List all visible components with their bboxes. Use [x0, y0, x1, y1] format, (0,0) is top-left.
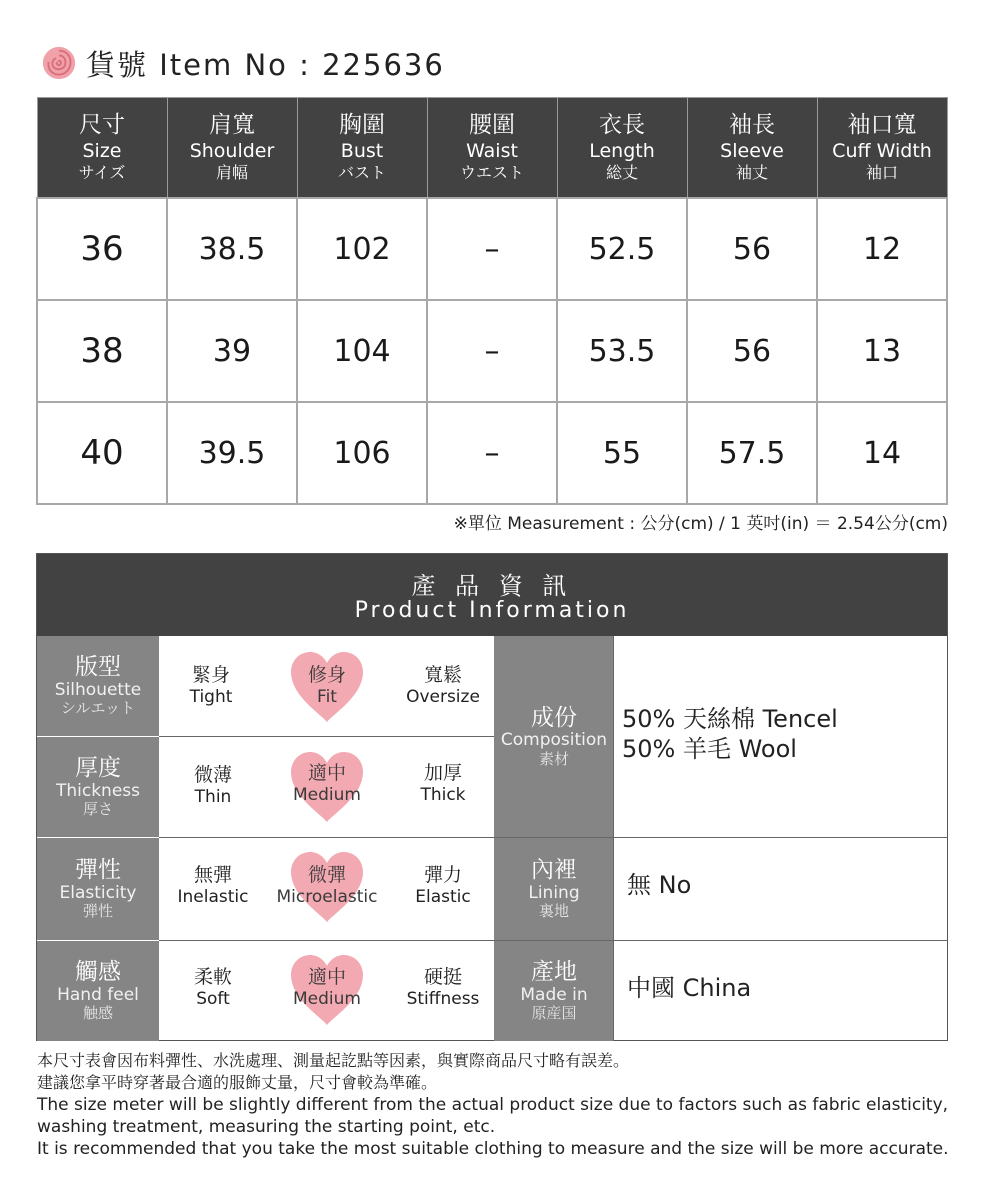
product-info-title-zh: 產 品 資 訊	[411, 572, 573, 600]
option-oversize: 寬鬆 Oversize	[406, 664, 480, 707]
option-thin: 微薄 Thin	[193, 764, 232, 807]
divider	[159, 837, 948, 838]
divider	[159, 736, 494, 737]
col-header-bust: 胸圍 Bust バスト	[297, 98, 427, 199]
col-header-cuff-width: 袖口寬 Cuff Width 袖口	[817, 98, 947, 199]
col-header-sleeve: 袖長 Sleeve 袖丈	[687, 98, 817, 199]
waist-cell: –	[427, 198, 557, 300]
option-microelastic: 微彈 Microelastic	[276, 864, 378, 907]
divider	[159, 940, 948, 941]
item-number-title: 貨號 Item No : 225636	[86, 47, 445, 82]
length-cell: 53.5	[557, 300, 687, 402]
rose-icon	[40, 44, 78, 82]
disclaimer-line: The size meter will be slightly different from the actual product size due to factors such as fabric elasticity,	[37, 1095, 949, 1115]
product-info-title-en: Product Information	[354, 598, 630, 623]
composition-value: 50% 天絲棉 Tencel 50% 羊毛 Wool	[622, 705, 838, 763]
option-medium: 適中 Medium	[293, 762, 361, 805]
cuff-width-cell: 14	[817, 402, 947, 504]
product-info-header	[37, 554, 947, 636]
bust-cell: 102	[297, 198, 427, 300]
option-elastic: 彈力 Elastic	[415, 864, 471, 907]
composition-label: 成份 Composition 素材	[494, 636, 614, 837]
shoulder-cell: 39	[167, 300, 297, 402]
waist-cell: –	[427, 300, 557, 402]
size-cell: 40	[37, 402, 167, 504]
size-table-header-row	[37, 98, 947, 199]
option-thick: 加厚 Thick	[420, 762, 466, 805]
product-info-panel	[36, 553, 948, 1041]
shoulder-cell: 39.5	[167, 402, 297, 504]
sleeve-cell: 56	[687, 300, 817, 402]
col-header-shoulder: 肩寬 Shoulder 肩幅	[167, 98, 297, 199]
sleeve-cell: 56	[687, 198, 817, 300]
disclaimer-line: 建議您拿平時穿著最合適的服飾丈量，尺寸會較為準確。	[37, 1073, 438, 1092]
table-row	[37, 300, 947, 402]
option-tight: 緊身 Tight	[189, 664, 233, 707]
bust-cell: 104	[297, 300, 427, 402]
sleeve-cell: 57.5	[687, 402, 817, 504]
cuff-width-cell: 13	[817, 300, 947, 402]
disclaimer-line: washing treatment, measuring the starting point, etc.	[37, 1117, 496, 1137]
disclaimer	[37, 1050, 957, 1160]
unit-note: ※單位 Measurement : 公分(cm) / 1 英吋(in) ＝ 2.54公分(cm)	[453, 514, 948, 534]
waist-cell: –	[427, 402, 557, 504]
col-header-size: 尺寸 Size サイズ	[37, 98, 167, 199]
option-fit: 修身 Fit	[307, 664, 346, 707]
bust-cell: 106	[297, 402, 427, 504]
origin-label: 產地 Made in 原産国	[494, 941, 614, 1041]
lining-value: 無 No	[627, 871, 692, 899]
elasticity-label: 彈性 Elasticity 弾性	[37, 838, 159, 940]
divider	[613, 636, 614, 1041]
size-table	[36, 97, 948, 505]
length-cell: 55	[557, 402, 687, 504]
col-header-waist: 腰圍 Waist ウエスト	[427, 98, 557, 199]
lining-label: 內裡 Lining 裏地	[494, 838, 614, 940]
size-cell: 36	[37, 198, 167, 300]
option-medium: 適中 Medium	[293, 966, 361, 1009]
item-header	[40, 38, 445, 88]
option-soft: 柔軟 Soft	[193, 966, 232, 1009]
origin-value: 中國 China	[627, 974, 752, 1002]
option-stiffness: 硬挺 Stiffness	[406, 966, 480, 1009]
cuff-width-cell: 12	[817, 198, 947, 300]
option-inelastic: 無彈 Inelastic	[177, 864, 249, 907]
table-row	[37, 402, 947, 504]
hand-feel-label: 觸感 Hand feel 触感	[37, 941, 159, 1041]
disclaimer-line: It is recommended that you take the most suitable clothing to measure and the size will be more accurate.	[37, 1139, 949, 1159]
shoulder-cell: 38.5	[167, 198, 297, 300]
table-row	[37, 198, 947, 300]
col-header-length: 衣長 Length 総丈	[557, 98, 687, 199]
size-cell: 38	[37, 300, 167, 402]
disclaimer-line: 本尺寸表會因布料彈性、水洗處理、測量起訖點等因素，與實際商品尺寸略有誤差。	[37, 1051, 630, 1070]
length-cell: 52.5	[557, 198, 687, 300]
thickness-label: 厚度 Thickness 厚さ	[37, 737, 159, 837]
silhouette-label: 版型 Silhouette シルエット	[37, 636, 159, 736]
